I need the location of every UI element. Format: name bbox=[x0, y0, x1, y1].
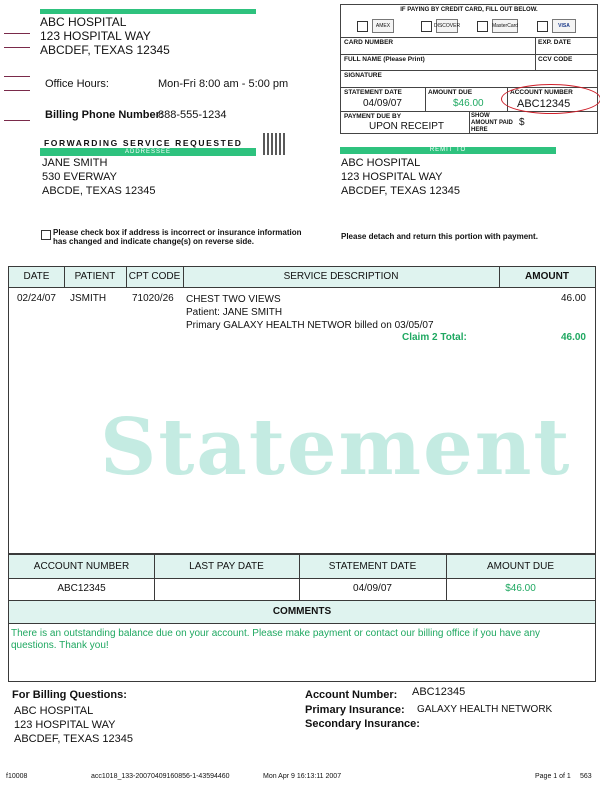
secondary-insurance-label: Secondary Insurance: bbox=[305, 718, 420, 730]
remit-city: ABCDEF, TEXAS 12345 bbox=[341, 185, 461, 197]
col-patient-header: PATIENT bbox=[64, 267, 127, 287]
amount-due-value: $46.00 bbox=[453, 98, 484, 109]
mastercard-checkbox[interactable] bbox=[477, 21, 488, 32]
logo-text: AMEX bbox=[375, 23, 391, 29]
addressee-street: 530 EVERWAY bbox=[42, 171, 117, 183]
remit-street: 123 HOSPITAL WAY bbox=[341, 171, 443, 183]
claim-total-value: 46.00 bbox=[560, 332, 586, 343]
sender-street: 123 HOSPITAL WAY bbox=[40, 29, 151, 43]
field-label: CCV CODE bbox=[538, 56, 573, 63]
statement-date-value: 04/09/07 bbox=[363, 98, 402, 109]
col-amount-header: AMOUNT bbox=[525, 271, 569, 282]
field-label: EXP. DATE bbox=[538, 39, 571, 46]
billing-street: 123 HOSPITAL WAY bbox=[14, 719, 116, 731]
service-patient: JSMITH bbox=[70, 293, 107, 304]
detach-note: Please detach and return this portion with payment. bbox=[341, 232, 538, 241]
service-desc-line: CHEST TWO VIEWS bbox=[186, 294, 281, 305]
footer-code: f10008 bbox=[6, 773, 28, 780]
payment-due-field bbox=[341, 111, 470, 133]
account-label: Account Number: bbox=[305, 689, 398, 701]
comments-text: There is an outstanding balance due on your account. Please make payment or contact our billing office if you have any questions. Thank you! bbox=[11, 628, 541, 651]
claim-total-label: Claim 2 Total: bbox=[402, 332, 467, 343]
field-label: SIGNATURE bbox=[344, 72, 382, 79]
account-number-value: ABC12345 bbox=[517, 98, 571, 110]
amount-paid-field[interactable] bbox=[469, 111, 597, 133]
col-cpt-header: CPT CODE bbox=[126, 267, 184, 287]
field-label: CARD NUMBER bbox=[344, 39, 394, 46]
visa-logo-icon bbox=[552, 19, 576, 33]
statement-date-field bbox=[341, 87, 426, 111]
discover-logo-icon bbox=[433, 19, 461, 33]
card-number-field[interactable] bbox=[341, 37, 536, 54]
note-line: has changed and indicate change(s) on reverse side. bbox=[53, 237, 254, 246]
account-number-highlight bbox=[501, 84, 600, 114]
summary-statement-date-value: 04/09/07 bbox=[353, 583, 392, 594]
logo-text: VISA bbox=[558, 23, 570, 29]
service-insurance-line: Primary GALAXY HEALTH NETWOR billed on 03/05/07 bbox=[186, 320, 434, 331]
col-description-header: SERVICE DESCRIPTION bbox=[183, 267, 500, 287]
sender-name: ABC HOSPITAL bbox=[40, 15, 127, 29]
sender-city: ABCDEF, TEXAS 12345 bbox=[40, 43, 170, 57]
summary-amount-due-value: $46.00 bbox=[505, 583, 536, 594]
primary-insurance-label: Primary Insurance: bbox=[305, 704, 405, 716]
mastercard-logo-icon bbox=[492, 19, 518, 33]
office-hours-label: Office Hours: bbox=[45, 78, 109, 90]
summary-account-value: ABC12345 bbox=[57, 583, 106, 594]
amount-due-field bbox=[425, 87, 508, 111]
summary-statement-date-header: STATEMENT DATE bbox=[328, 561, 417, 572]
credit-card-form bbox=[340, 4, 598, 134]
primary-insurance-value: GALAXY HEALTH NETWORK bbox=[417, 704, 553, 715]
footer-doc-id: acc1018_133-20070409160856-1-43594460 bbox=[91, 773, 230, 780]
margin-mark bbox=[4, 90, 30, 91]
service-patient-line: Patient: JANE SMITH bbox=[186, 307, 283, 318]
field-label: STATEMENT DATE bbox=[344, 89, 402, 96]
ccv-field[interactable] bbox=[535, 54, 597, 70]
footer-timestamp: Mon Apr 9 16:13:11 2007 bbox=[263, 773, 342, 780]
sender-address bbox=[40, 15, 170, 57]
discover-checkbox[interactable] bbox=[421, 21, 432, 32]
summary-amount-due-header: AMOUNT DUE bbox=[486, 561, 555, 572]
dollar-sign: $ bbox=[519, 117, 525, 128]
comments-title: COMMENTS bbox=[272, 606, 332, 617]
visa-checkbox[interactable] bbox=[537, 21, 548, 32]
billing-questions-address bbox=[14, 704, 133, 746]
field-label: PAYMENT DUE BY bbox=[344, 113, 402, 120]
billing-city: ABCDEF, TEXAS 12345 bbox=[14, 733, 134, 745]
remit-name: ABC HOSPITAL bbox=[341, 157, 421, 169]
field-label: AMOUNT DUE bbox=[428, 89, 473, 96]
forwarding-title: FORWARDING SERVICE REQUESTED bbox=[44, 138, 243, 148]
logo-text: DISCOVER bbox=[433, 23, 461, 29]
summary-last-pay-header: LAST PAY DATE bbox=[189, 561, 264, 572]
service-description bbox=[186, 293, 434, 332]
footer-number: 563 bbox=[580, 773, 592, 780]
summary-account-header: ACCOUNT NUMBER bbox=[33, 561, 130, 572]
statement-watermark: Statement bbox=[100, 402, 572, 493]
col-date-header: DATE bbox=[9, 267, 65, 287]
field-label: FULL NAME (Please Print) bbox=[344, 56, 425, 63]
margin-mark bbox=[4, 47, 30, 48]
margin-mark bbox=[4, 33, 30, 34]
service-amount: 46.00 bbox=[560, 293, 586, 304]
addressee-address bbox=[42, 156, 156, 198]
logo-text: MasterCard bbox=[491, 23, 519, 29]
account-value: ABC12345 bbox=[412, 686, 466, 698]
remit-to-bar: REMIT TO bbox=[340, 147, 556, 154]
address-change-note bbox=[53, 228, 302, 246]
address-change-checkbox[interactable] bbox=[41, 230, 51, 240]
barcode-icon bbox=[263, 133, 285, 155]
billing-phone-label: Billing Phone Number: bbox=[45, 109, 164, 121]
service-cpt: 71020/26 bbox=[132, 293, 174, 304]
remit-to-address bbox=[341, 156, 460, 198]
exp-date-field[interactable] bbox=[535, 37, 597, 54]
card-form-title: IF PAYING BY CREDIT CARD, FILL OUT BELOW. bbox=[400, 7, 538, 13]
amex-checkbox[interactable] bbox=[357, 21, 368, 32]
note-line: Please check box if address is incorrect or insurance information bbox=[53, 228, 302, 237]
accent-bar bbox=[40, 9, 256, 14]
billing-name: ABC HOSPITAL bbox=[14, 705, 94, 717]
full-name-field[interactable] bbox=[341, 54, 536, 70]
billing-phone-value: 888-555-1234 bbox=[158, 109, 227, 121]
footer-page: Page 1 of 1 bbox=[535, 773, 571, 780]
field-label: SHOW AMOUNT PAID HERE bbox=[471, 113, 513, 133]
amex-logo-icon bbox=[372, 19, 394, 33]
field-label: ACCOUNT NUMBER bbox=[510, 89, 573, 96]
margin-mark bbox=[4, 120, 30, 121]
addressee-name: JANE SMITH bbox=[42, 157, 108, 169]
addressee-city: ABCDE, TEXAS 12345 bbox=[42, 185, 156, 197]
payment-due-value: UPON RECEIPT bbox=[369, 121, 445, 132]
margin-mark bbox=[4, 76, 30, 77]
addressee-bar: ADDRESSEE bbox=[40, 148, 256, 156]
office-hours-value: Mon-Fri 8:00 am - 5:00 pm bbox=[158, 78, 289, 90]
service-date: 02/24/07 bbox=[17, 293, 56, 304]
billing-questions-label: For Billing Questions: bbox=[12, 689, 127, 701]
